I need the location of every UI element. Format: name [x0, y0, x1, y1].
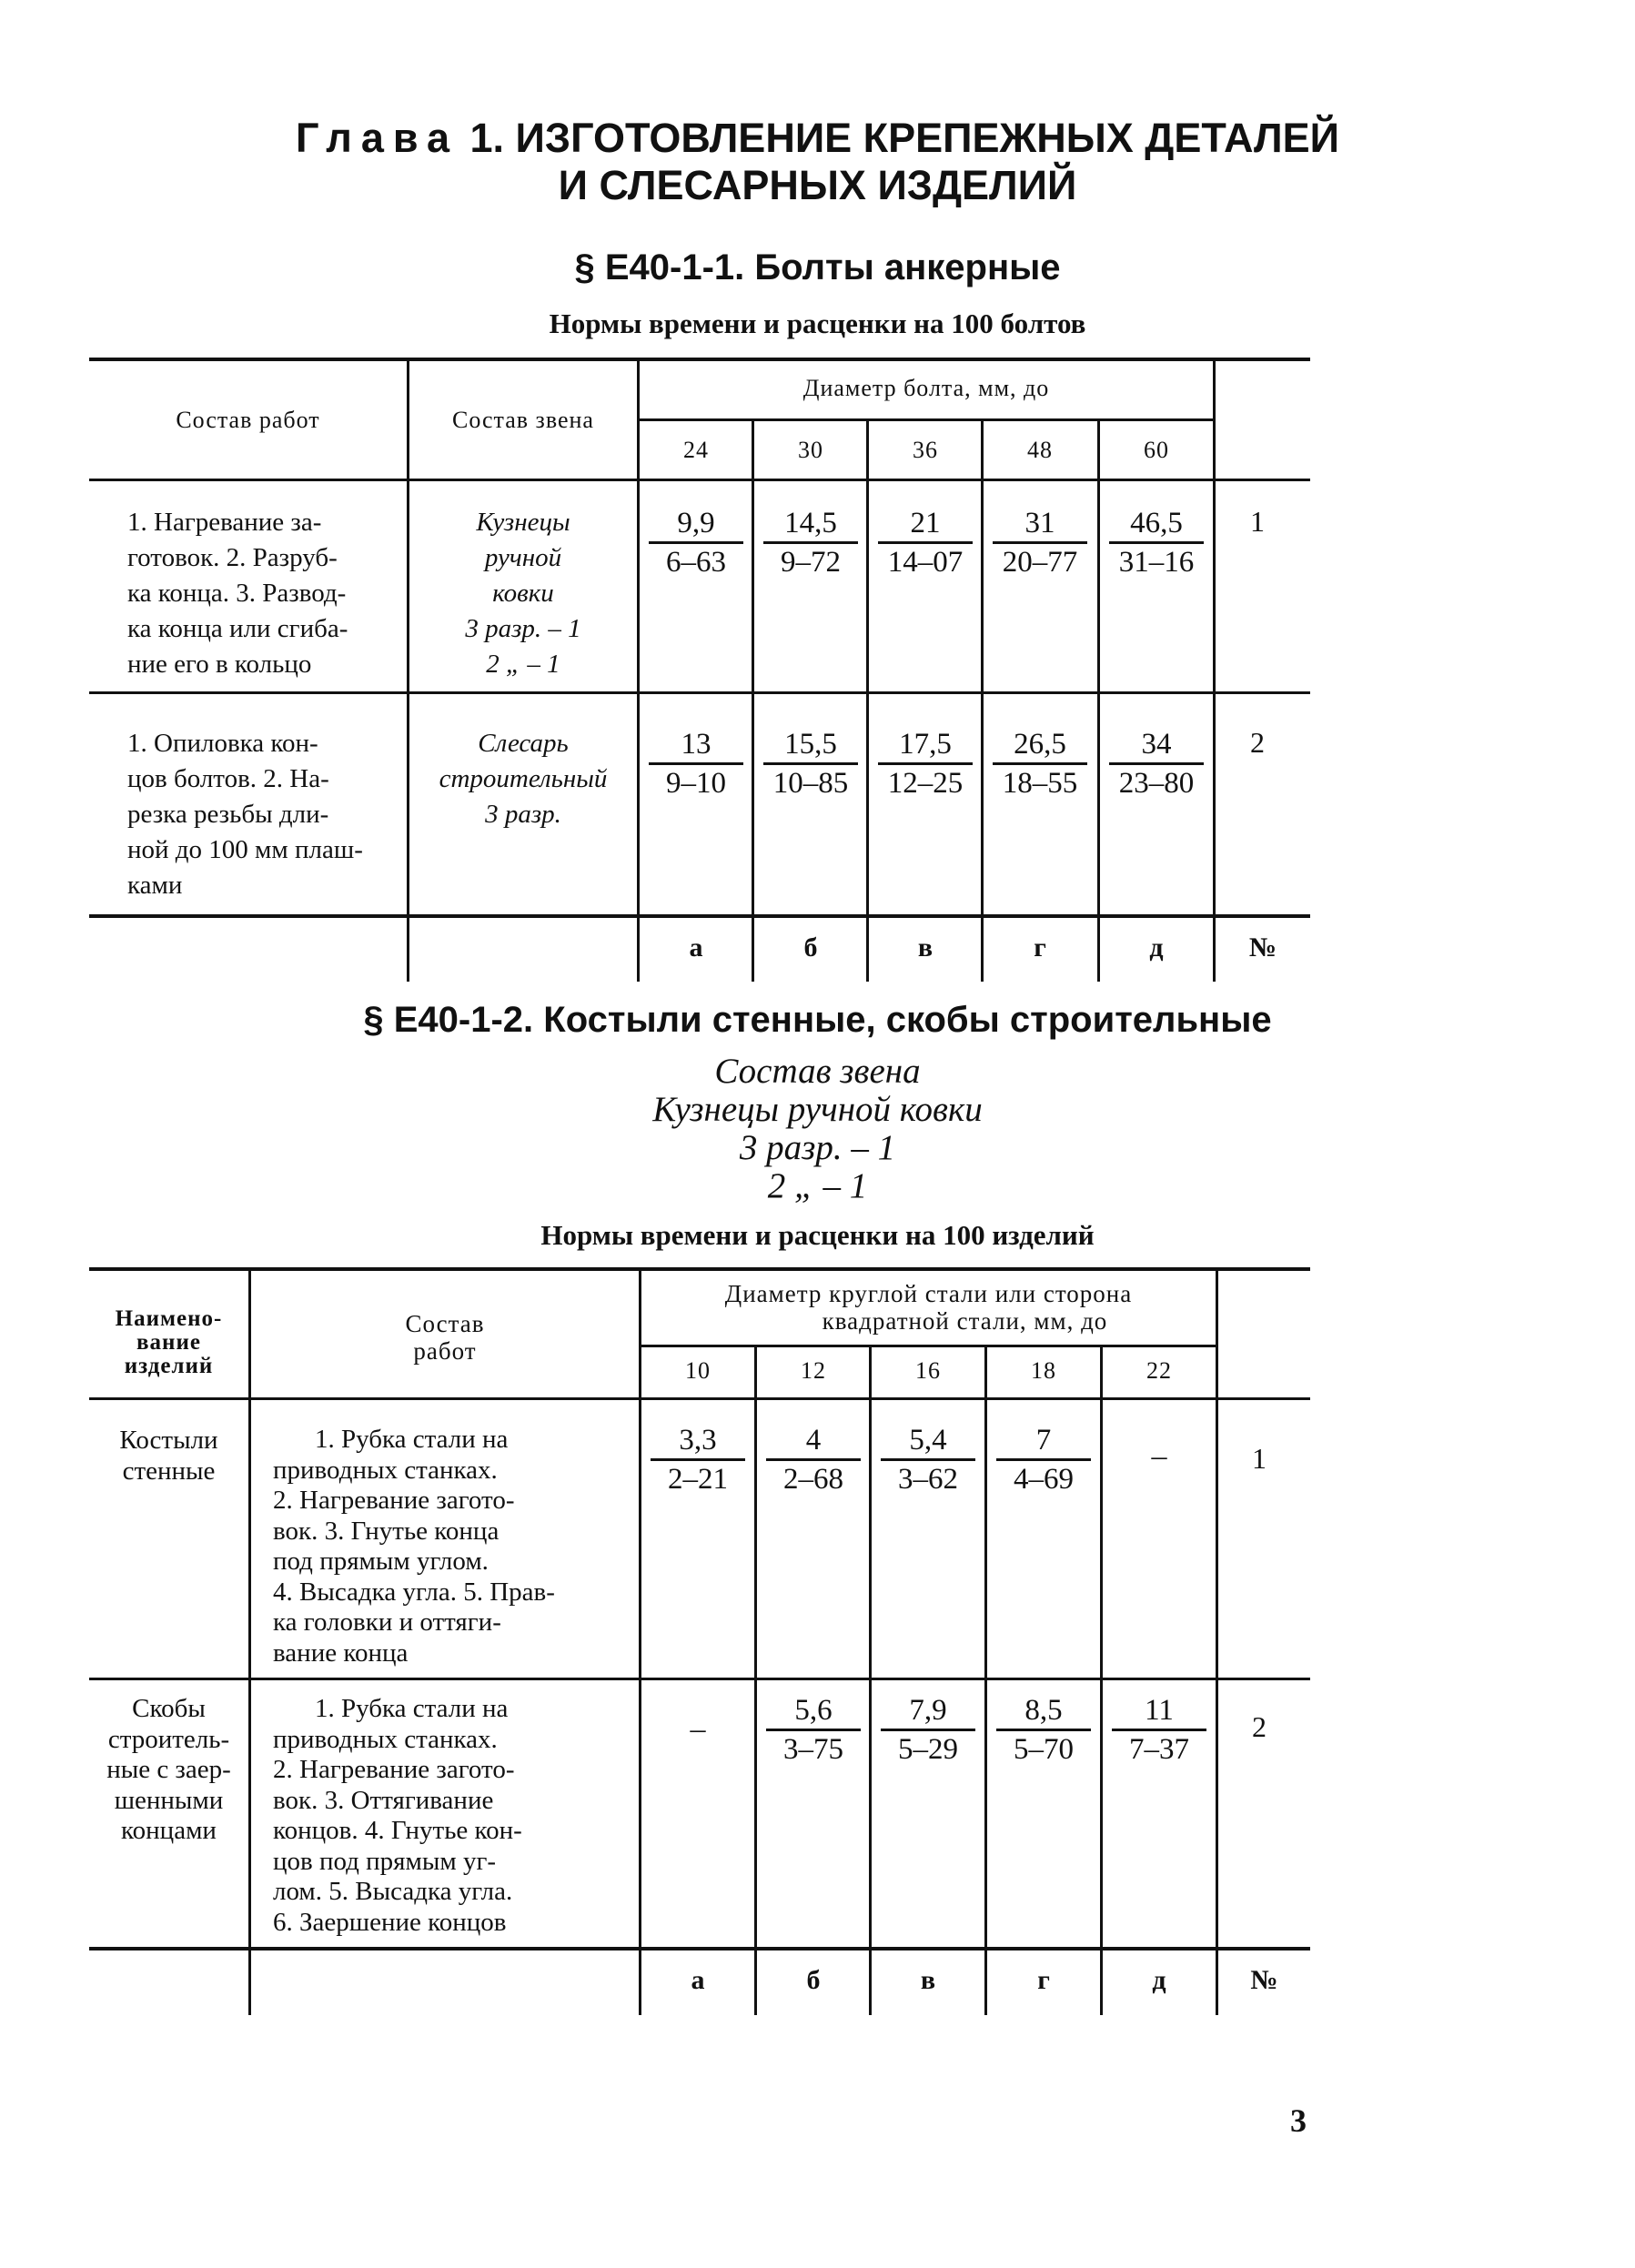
table-2-header-group: Диаметр круглой стали или сторона квадратной стали, мм, до	[724, 1280, 1133, 1335]
table-2-col-22: 22	[1146, 1357, 1172, 1384]
table-2-footer-b: б	[806, 1965, 821, 1995]
page-number: 3	[1290, 2102, 1307, 2139]
chapter-title-line-1: 1. ИЗГОТОВЛЕНИЕ КРЕПЕЖНЫХ ДЕТАЛЕЙ	[469, 115, 1339, 161]
table-1-row-1-num: 1	[1250, 505, 1265, 538]
table-1-row-1-crew: Кузнецы ручной ковки 3 разр. – 1 2 „ – 1	[465, 508, 581, 679]
table-1-row-2-crew: Слесарь строительный 3 разр.	[439, 729, 608, 829]
table-1-row-1-value-b: 14,5 9–72	[754, 505, 867, 580]
table-1-row-2-num: 2	[1250, 726, 1265, 759]
table-2-row-2-value-c: 7,9 5–29	[872, 1692, 984, 1768]
table-1-header-work: Состав работ	[176, 407, 320, 433]
table-2-row-1-value-e: –	[1151, 1439, 1167, 1473]
section-2-crew-line-1: Кузнецы ручной ковки	[652, 1090, 983, 1129]
table-2-footer-d: г	[1037, 1965, 1050, 1995]
table-1-row-1-value-e: 46,5 31–16	[1100, 505, 1213, 580]
table-1-col-60: 60	[1144, 437, 1169, 463]
table-2-footer-c: в	[920, 1965, 936, 1995]
table-2-row-2-value-e: 11 7–37	[1103, 1692, 1216, 1768]
table-2-row-1-value-c: 5,4 3–62	[872, 1422, 984, 1497]
table-1-footer-num: №	[1248, 932, 1277, 963]
table-1-col-48: 48	[1027, 437, 1053, 463]
table-2-row-1-value-d: 7 4–69	[987, 1422, 1100, 1497]
table-1-col-30: 30	[798, 437, 823, 463]
section-2-crew-title: Состав звена	[714, 1052, 921, 1091]
table-2-col-10: 10	[685, 1357, 711, 1384]
section-2-crew	[0, 1053, 1635, 1205]
table-2-footer-e: д	[1152, 1965, 1166, 1995]
table-2-header-work: Состав работ	[405, 1310, 485, 1365]
section-1-caption: Нормы времени и расценки на 100 болтов	[549, 307, 1086, 339]
table-2-row-2-value-a: –	[690, 1712, 706, 1746]
table-1-row-1-value-d: 31 20–77	[984, 505, 1096, 580]
chapter-heading-line-1	[0, 115, 1635, 162]
table-2-row-1-name: Костыли стенные	[119, 1426, 218, 1486]
table-1-row-1-work: 1. Нагревание за- готовок. 2. Разруб- ка конца. 3. Развод- ка конца или сгиба- ние его в кольцо	[127, 508, 348, 679]
section-2-crew-line-2: 3 разр. – 1	[739, 1128, 896, 1167]
table-1-footer-a: а	[689, 932, 703, 963]
table-2-footer-a: а	[691, 1965, 705, 1995]
table-1-footer-d: г	[1034, 932, 1046, 963]
table-2-row-2-num: 2	[1252, 1710, 1267, 1743]
table-1-col-24: 24	[683, 437, 709, 463]
chapter-title-line-2: И СЛЕСАРНЫХ ИЗДЕЛИЙ	[558, 162, 1077, 208]
table-2-row-1-value-a: 3,3 2–21	[641, 1422, 754, 1497]
section-1-title: § Е40-1-1. Болты анкерные	[574, 247, 1061, 287]
table-2-row-2-name: Скобы строитель- ные с заер- шенными концами	[106, 1694, 231, 1845]
table-1-row-2-value-c: 17,5 12–25	[869, 726, 982, 801]
table-1-row-1-value-c: 21 14–07	[869, 505, 982, 580]
section-2-crew-line-3: 2 „ – 1	[767, 1166, 868, 1205]
table-1-row-2-value-b: 15,5 10–85	[754, 726, 867, 801]
table-2-row-2-value-b: 5,6 3–75	[757, 1692, 870, 1768]
table-1-footer-e: д	[1149, 932, 1164, 963]
table-2-row-1-work: 1. Рубка стали на приводных станках. 2. Нагревание загото- вок. 3. Гнутье конца под прямым углом. 4. Высадка угла. 5. Прав- ка головки и оттяги- вание конца	[273, 1425, 555, 1668]
table-2-row-2-work: 1. Рубка стали на приводных станках. 2. Нагревание загото- вок. 3. Оттягивание концов. 4. Гнутье кон- цов под прямым уг- лом. 5. Высадка угла. 6. Заершение концов	[273, 1694, 522, 1937]
table-2-col-16: 16	[915, 1357, 941, 1384]
table-1-row-2-value-a: 13 9–10	[640, 726, 752, 801]
table-1-header-group: Диаметр болта, мм, до	[802, 375, 1050, 401]
table-1-row-2-value-e: 34 23–80	[1100, 726, 1213, 801]
table-2-footer-num: №	[1250, 1965, 1278, 1995]
table-2-row-1-value-b: 4 2–68	[757, 1422, 870, 1497]
table-1-header-crew: Состав звена	[452, 407, 594, 433]
table-1-row-2-work: 1. Опиловка кон- цов болтов. 2. На- резка резьбы дли- ной до 100 мм плаш- ками	[127, 729, 363, 900]
table-1-footer-b: б	[803, 932, 818, 963]
table-1-row-2-value-d: 26,5 18–55	[984, 726, 1096, 801]
section-2-title: § Е40-1-2. Костыли стенные, скобы строительные	[363, 1000, 1272, 1040]
table-1-col-36: 36	[913, 437, 938, 463]
table-2-row-1-num: 1	[1252, 1442, 1267, 1475]
table-2-header-name: Наимено- вание изделий	[115, 1306, 223, 1378]
chapter-label: Глава	[296, 115, 459, 161]
section-2-caption: Нормы времени и расценки на 100 изделий	[540, 1219, 1095, 1251]
table-2-row-2-value-d: 8,5 5–70	[987, 1692, 1100, 1768]
chapter-heading	[0, 115, 1635, 209]
table-2-col-18: 18	[1031, 1357, 1056, 1384]
table-2-col-12: 12	[801, 1357, 826, 1384]
table-1-row-1-value-a: 9,9 6–63	[640, 505, 752, 580]
table-1-footer-c: в	[917, 932, 934, 963]
